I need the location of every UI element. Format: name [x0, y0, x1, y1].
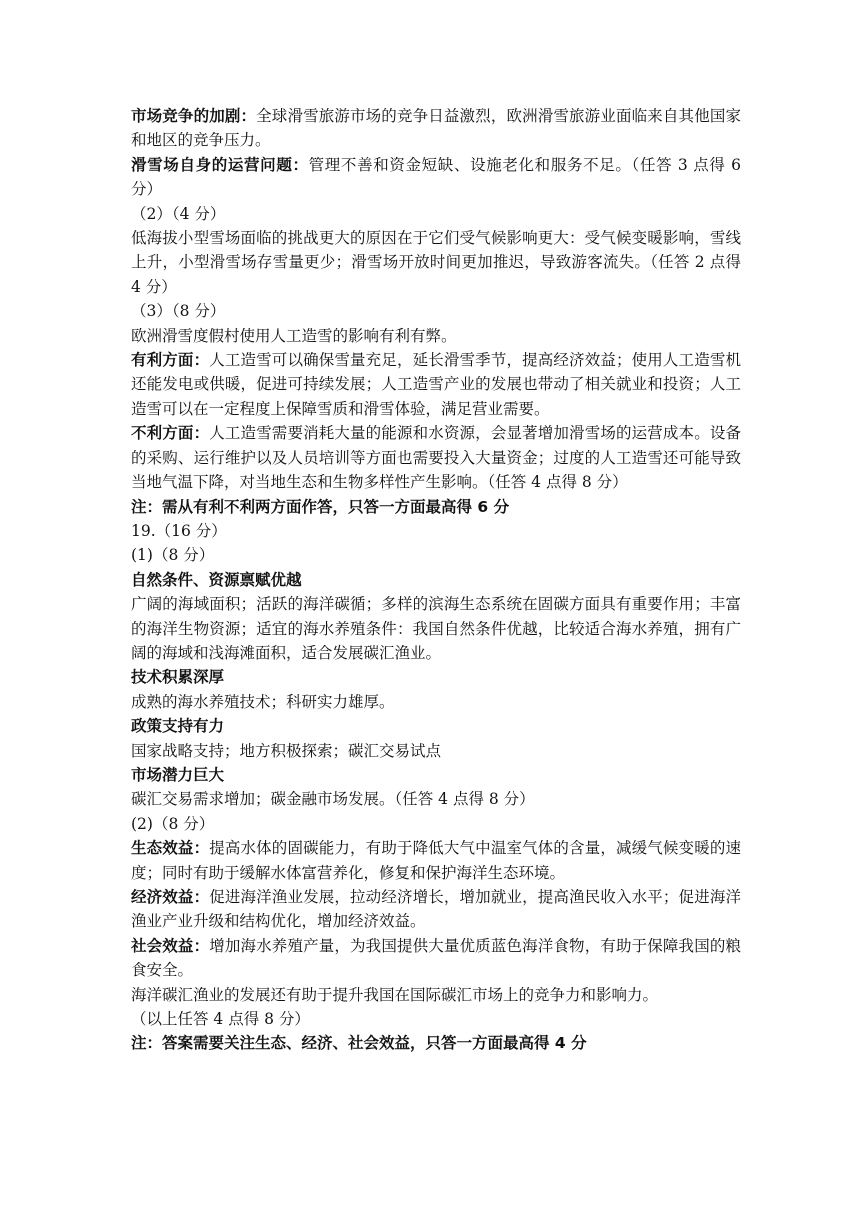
natural-conditions-heading: 自然条件、资源禀赋优越	[131, 570, 302, 589]
natural-conditions-text: 广阔的海域面积；活跃的海洋碳循；多样的滨海生态系统在固碳方面具有重要作用；丰富的海洋生物资源；适宜的海水养殖条件：我国自然条件优越，比较适合海水养殖，拥有广阔的海域和浅海滩面积，适合发展碳汇渔业。	[131, 595, 741, 662]
economic-text: 促进海洋渔业发展，拉动经济增长，增加就业，提高渔民收入水平；促进海洋渔业产业升级和结构优化，增加经济效益。	[131, 888, 741, 931]
technology-heading: 技术积累深厚	[131, 668, 225, 687]
q3-intro: 欧洲滑雪度假村使用人工造雪的影响有利有弊。	[131, 326, 457, 345]
competitiveness-text: 海洋碳汇渔业的发展还有助于提升我国在国际碳汇市场上的竞争力和影响力。	[131, 985, 659, 1004]
competition-text: 全球滑雪旅游市场的竞争日益激烈，欧洲滑雪旅游业面临来自其他国家和地区的竞争压力。	[131, 107, 741, 150]
q3-label: （3）（8 分）	[131, 302, 226, 321]
social-text: 增加海水养殖产量，为我国提供大量优质蓝色海洋食物，有助于保障我国的粮食安全。	[131, 936, 741, 980]
note-2: 注：答案需要关注生态、经济、社会效益，只答一方面最高得 4 分	[131, 1034, 587, 1053]
market-heading: 市场潜力巨大	[131, 765, 225, 784]
q2-answer: 低海拔小型雪场面临的挑战更大的原因在于它们受气候影响更大：受气候变暖影响，雪线上升，小型滑雪场存雪量更少；滑雪场开放时间更加推迟，导致游客流失。（任答 2 点得 4 分）	[131, 229, 741, 296]
competition-heading: 市场竞争的加剧：	[131, 107, 257, 125]
economic-heading: 经济效益：	[131, 888, 210, 906]
scoring-note: （以上任答 4 点得 8 分）	[131, 1010, 310, 1029]
advantages-paragraph	[131, 348, 741, 421]
market-text: 碳汇交易需求增加；碳金融市场发展。（任答 4 点得 8 分）	[131, 790, 535, 809]
competition-paragraph	[131, 104, 741, 153]
q2-label: （2）（4 分）	[131, 204, 226, 223]
technology-text: 成熟的海水养殖技术；科研实力雄厚。	[131, 692, 395, 711]
disadvantages-paragraph	[131, 421, 741, 494]
social-heading: 社会效益：	[131, 936, 210, 955]
q19-1-label: (1)（8 分）	[131, 546, 215, 565]
operation-heading: 滑雪场自身的运营问题：	[131, 155, 309, 174]
social-paragraph	[131, 934, 741, 983]
disadvantages-text: 人工造雪需要消耗大量的能源和水资源，会显著增加滑雪场的运营成本。设备的采购、运行维护以及人员培训等方面也需要投入大量资金；过度的人工造雪还可能导致当地气温下降，对当地生态和生物多样性产生影响。（任答 4 点得 8 分）	[131, 424, 741, 492]
q19-2-label: (2)（8 分）	[131, 814, 215, 833]
policy-heading: 政策支持有力	[131, 717, 225, 736]
operation-text: 管理不善和资金短缺、设施老化和服务不足。（任答 3 点得 6 分）	[131, 155, 741, 199]
policy-text: 国家战略支持；地方积极探索；碳汇交易试点	[131, 741, 442, 760]
disadvantages-heading: 不利方面：	[131, 424, 210, 443]
answer-document	[131, 104, 741, 1056]
operation-paragraph	[131, 153, 741, 202]
ecological-text: 提高水体的固碳能力，有助于降低大气中温室气体的含量，减缓气候变暖的速度；同时有助于缓解水体富营养化，修复和保护海洋生态环境。	[131, 839, 741, 882]
note-1: 注：需从有利不利两方面作答，只答一方面最高得 6 分	[131, 497, 510, 516]
economic-paragraph	[131, 885, 741, 934]
ecological-paragraph	[131, 836, 741, 885]
ecological-heading: 生态效益：	[131, 839, 210, 858]
q19-label: 19.（16 分）	[131, 521, 227, 540]
advantages-text: 人工造雪可以确保雪量充足，延长滑雪季节，提高经济效益；使用人工造雪机还能发电或供暖，促进可持续发展；人工造雪产业的发展也带动了相关就业和投资；人工造雪可以在一定程度上保障雪质和滑雪体验，满足营业需要。	[131, 351, 741, 418]
advantages-heading: 有利方面：	[131, 351, 210, 370]
